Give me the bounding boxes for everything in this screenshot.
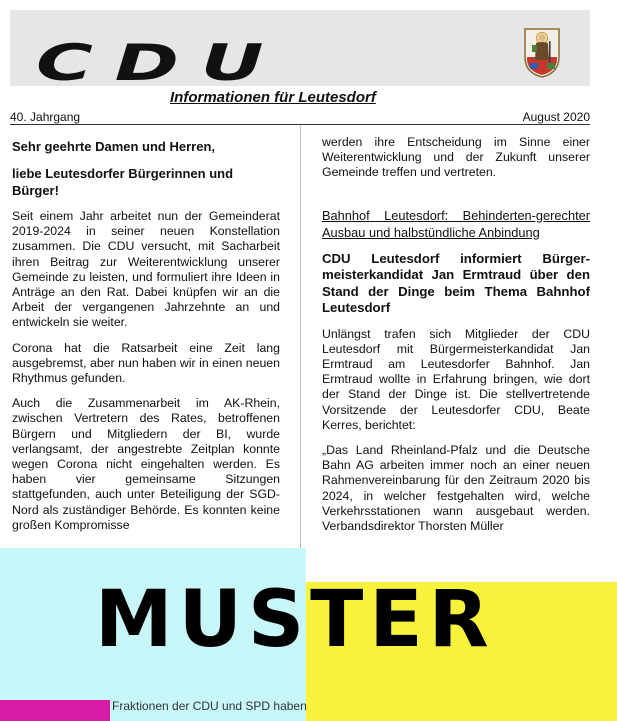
volume-label: 40. Jahrgang <box>10 110 81 124</box>
header-rule <box>10 124 590 125</box>
newsletter-subtitle: Informationen für Leutesdorf <box>170 89 376 106</box>
article-heading: Bahnhof Leutesdorf: Behinderten-gerechter Ausbau und halbstündliche Anbindung <box>322 207 590 240</box>
cdu-logo: CDU <box>36 34 286 92</box>
watermark-text: MUSTER <box>95 575 495 665</box>
right-column <box>322 135 590 605</box>
watermark-magenta-block <box>0 700 110 721</box>
paragraph: Auch die Zusammenarbeit im AK-Rhein, zwischen Vertretern des Rates, betroffenen Bürgern und Mitgliedern der BI, wurde verlangsamt, der angestrebte Zeitplan konnte wegen Corona nicht eingehalten werden. Es haben vier gemeinsame Sitzungen stattgefunden, auch unter Beteiligung der SGD-Nord als zuständiger Behörde. Es konnten keine großen Kompromisse <box>12 396 280 532</box>
paragraph: Seit einem Jahr arbeitet nun der Gemeinderat 2019-2024 in seiner neuen Konstellation zusammen. Die CDU versucht, mit Sacharbeit ihren Beitrag zur Weiterentwicklung unserer Gemeinde zu leisten, und formuliert ihre Ideen in Anträge an den Rat. Dabei knüpfen wir an die Arbeit der vergangenen Jahrzehnte an und entwickeln sie weiter. <box>12 209 280 330</box>
coat-of-arms-icon <box>523 27 561 79</box>
greeting: Sehr geehrte Damen und Herren, <box>12 139 215 154</box>
article-subheading: CDU Leutesdorf informiert Bürger-meisterkandidat Jan Ermtraud über den Stand der Dinge beim Thema Bahnhof Leutesdorf <box>322 250 590 316</box>
greeting-citizens: liebe Leutesdorfer Bürgerinnen und Bürger! <box>12 166 234 198</box>
paragraph: Corona hat die Ratsarbeit eine Zeit lang ausgebremst, aber nun haben wir in einen neuen Rhythmus gefunden. <box>12 340 280 386</box>
issue-date: August 2020 <box>522 110 590 124</box>
masthead <box>10 10 590 92</box>
paragraph: werden ihre Entscheidung im Sinne einer Weiterentwicklung und der Zukunft unserer Gemeinde treffen und vertreten. <box>322 135 590 180</box>
paragraph: „Das Land Rheinland-Pfalz und die Deutsche Bahn AG arbeiten immer noch an einer neuen Rahmenvereinbarung für den Zeitraum 2020 bis 2024, in welcher festgehalten wird, welche Verkehrsstationen wann ausgebaut werden. Verbandsdirektor Thorsten Müller <box>322 443 590 534</box>
paragraph: Unlängst trafen sich Mitglieder der CDU Leutesdorf mit Bürgermeisterkandidat Jan Ermtraud am Leutesdorfer Bahnhof. Jan Ermtraud wollte in Erfahrung bringen, wie dort der Stand der Dinge ist. Die stellvertretende Vorsitzende der Leutesdorfer CDU, Beate Kerres, berichtet: <box>322 326 590 432</box>
footer-peek-text: Fraktionen der CDU und SPD haben <box>112 699 307 713</box>
